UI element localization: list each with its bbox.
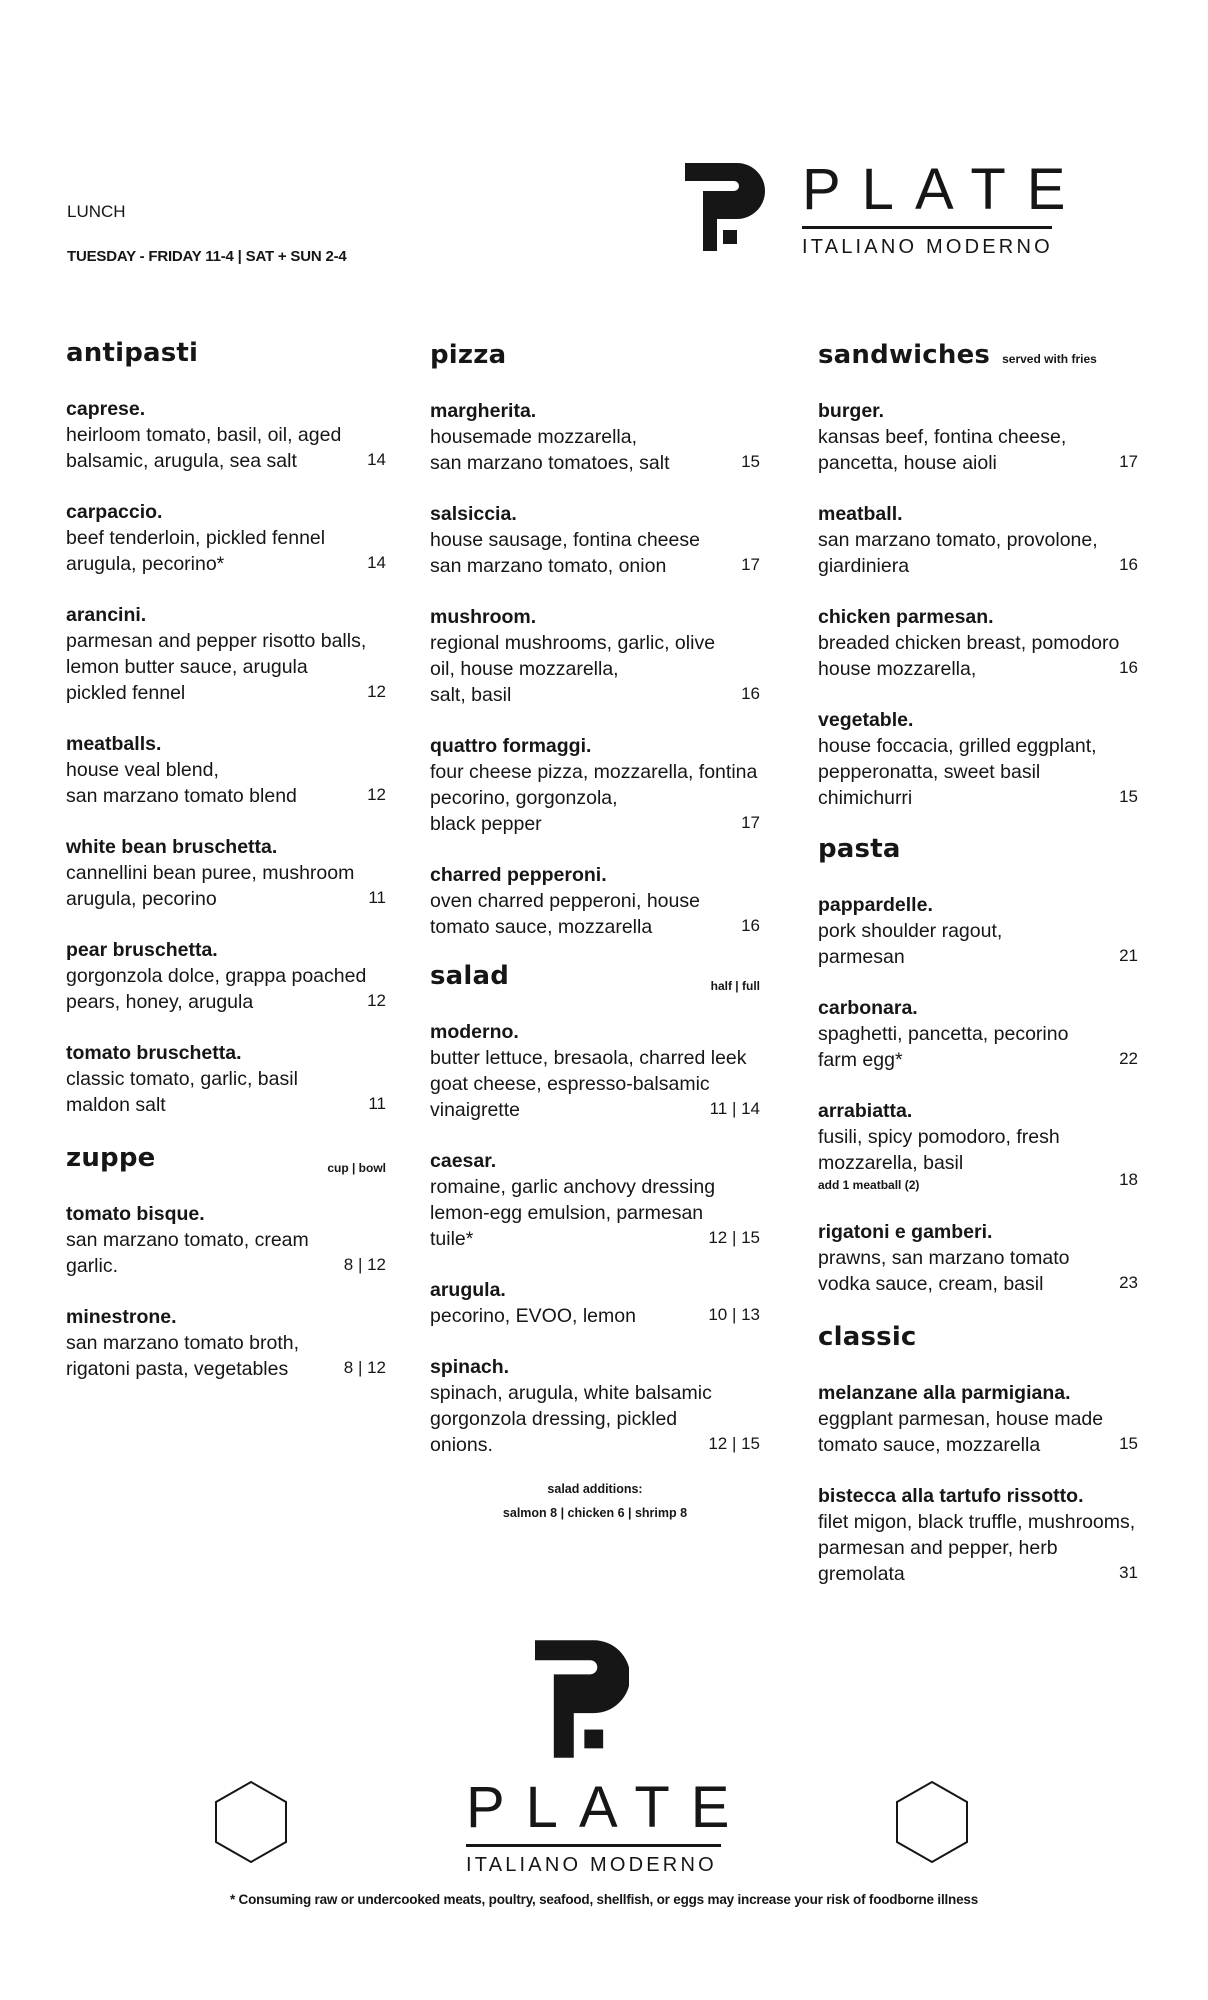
menu-item — [430, 1019, 760, 1123]
description-line: mozzarella, basil — [818, 1152, 964, 1174]
section-title: antipasti — [66, 338, 199, 368]
menu-item — [66, 499, 386, 577]
additions-list: salmon 8 | chicken 6 | shrimp 8 — [502, 1506, 688, 1520]
description-line: arugula, pecorino — [66, 888, 217, 910]
item-description — [66, 1066, 386, 1118]
hexagon-icon — [214, 1780, 288, 1864]
description-line: housemade mozzarella, — [430, 426, 638, 448]
plate-logo-icon — [535, 1640, 629, 1758]
description-line: pecorino, gorgonzola, — [430, 787, 618, 809]
item-description — [66, 1227, 386, 1279]
item-name: chicken parmesan. — [818, 606, 994, 628]
menu-item — [430, 1148, 760, 1252]
column-middle — [430, 340, 760, 1525]
description-line: black pepper — [430, 813, 542, 835]
description-line: farm egg* — [818, 1049, 903, 1071]
section-sandwiches — [818, 398, 1138, 811]
description-line: romaine, garlic anchovy dressing — [430, 1176, 716, 1198]
item-name: caprese. — [66, 398, 146, 420]
item-name: margherita. — [430, 400, 537, 422]
item-name: white bean bruschetta. — [66, 836, 278, 858]
item-price: 12 — [367, 682, 386, 701]
description-line: regional mushrooms, garlic, olive — [430, 632, 716, 654]
item-price: 8 | 12 — [343, 1358, 386, 1377]
description-line: filet migon, black truffle, mushrooms, — [818, 1511, 1136, 1533]
brand-tagline: ITALIANO MODERNO — [802, 236, 1053, 258]
item-description — [430, 424, 760, 476]
description-line: parmesan — [818, 946, 905, 968]
item-description — [818, 918, 1138, 970]
description-line: pancetta, house aioli — [818, 452, 997, 474]
description-line: beef tenderloin, pickled fennel — [66, 527, 326, 549]
menu-item — [818, 501, 1138, 579]
brand-divider — [466, 1844, 721, 1847]
description-line: gorgonzola dressing, pickled — [430, 1408, 678, 1430]
item-price: 15 — [1119, 1434, 1138, 1453]
description-line: san marzano tomato broth, — [66, 1332, 300, 1354]
menu-item — [818, 604, 1138, 682]
description-line: pears, honey, arugula — [66, 991, 254, 1013]
menu-item — [818, 1483, 1138, 1587]
item-name: carpaccio. — [66, 501, 163, 523]
item-name: melanzane alla parmigiana. — [818, 1382, 1071, 1404]
item-name: meatballs. — [66, 733, 162, 755]
section-title: pasta — [818, 834, 901, 864]
description-line: maldon salt — [66, 1094, 166, 1116]
description-line: house sausage, fontina cheese — [430, 529, 700, 551]
description-line: pecorino, EVOO, lemon — [430, 1305, 636, 1327]
item-price: 15 — [741, 452, 760, 471]
menu-item — [818, 1219, 1138, 1297]
section-salad-header — [430, 961, 760, 997]
hours-text: TUESDAY - FRIDAY 11-4 | SAT + SUN 2-4 — [67, 248, 347, 265]
item-description — [818, 1021, 1138, 1073]
item-name: pear bruschetta. — [66, 939, 218, 961]
menu-item — [66, 602, 386, 706]
item-price: 12 | 15 — [708, 1228, 760, 1247]
section-salad — [430, 1019, 760, 1458]
column-left — [66, 338, 386, 1407]
description-line: balsamic, arugula, sea salt — [66, 450, 297, 472]
item-price: 31 — [1119, 1563, 1138, 1582]
menu-item — [66, 937, 386, 1015]
item-price: 12 | 15 — [708, 1434, 760, 1453]
item-description — [66, 628, 386, 706]
item-description — [818, 1124, 1138, 1194]
description-line: pepperonatta, sweet basil — [818, 761, 1041, 783]
description-line: fusili, spicy pomodoro, fresh — [818, 1126, 1060, 1148]
item-description — [818, 630, 1138, 682]
item-name: arugula. — [430, 1279, 506, 1301]
item-name: mushroom. — [430, 606, 537, 628]
description-line: goat cheese, espresso-balsamic — [430, 1073, 710, 1095]
item-name: charred pepperoni. — [430, 864, 607, 886]
description-line: classic tomato, garlic, basil — [66, 1068, 298, 1090]
item-description — [66, 860, 386, 912]
meal-label: LUNCH — [67, 202, 126, 221]
item-price: 17 — [741, 813, 760, 832]
item-description — [430, 527, 760, 579]
section-title: sandwiches — [818, 340, 991, 370]
item-price: 12 — [367, 785, 386, 804]
item-price: 12 — [367, 991, 386, 1010]
item-price: 16 — [741, 684, 760, 703]
description-line: house foccacia, grilled eggplant, — [818, 735, 1097, 757]
item-name: arancini. — [66, 604, 147, 626]
brand-divider — [802, 226, 1052, 229]
description-line: prawns, san marzano tomato — [818, 1247, 1070, 1269]
brand-name: PLATE — [802, 157, 1087, 222]
item-price: 17 — [741, 555, 760, 574]
section-pasta-header — [818, 834, 1138, 870]
description-line: san marzano tomato, provolone, — [818, 529, 1098, 551]
item-name: tomato bruschetta. — [66, 1042, 242, 1064]
item-price: 17 — [1119, 452, 1138, 471]
item-name: quattro formaggi. — [430, 735, 592, 757]
item-price: 23 — [1119, 1273, 1138, 1292]
description-line: tomato sauce, mozzarella — [430, 916, 653, 938]
description-line: chimichurri — [818, 787, 913, 809]
section-title: salad — [430, 961, 510, 991]
menu-item — [818, 398, 1138, 476]
menu-item — [66, 1304, 386, 1382]
menu-item — [818, 707, 1138, 811]
item-description — [66, 525, 386, 577]
item-addon: add 1 meatball (2) — [818, 1178, 920, 1192]
brand-name: PLATE — [466, 1775, 751, 1840]
item-description — [818, 1406, 1138, 1458]
item-name: bistecca alla tartufo rissotto. — [818, 1485, 1084, 1507]
description-line: san marzano tomato blend — [66, 785, 297, 807]
section-zuppe-header — [66, 1143, 386, 1179]
item-name: caesar. — [430, 1150, 497, 1172]
section-sandwiches-header — [818, 340, 1138, 376]
item-description — [818, 1509, 1138, 1587]
item-name: meatball. — [818, 503, 903, 525]
brand-footer — [466, 1775, 751, 1877]
item-price: 14 — [367, 553, 386, 572]
item-price: 10 | 13 — [708, 1305, 760, 1324]
size-note: cup | bowl — [327, 1161, 386, 1175]
section-pizza-header — [430, 340, 760, 376]
description-line: oil, house mozzarella, — [430, 658, 619, 680]
description-line: lemon butter sauce, arugula — [66, 656, 308, 678]
description-line: kansas beef, fontina cheese, — [818, 426, 1067, 448]
item-description — [430, 888, 760, 940]
menu-item — [818, 1380, 1138, 1458]
item-name: moderno. — [430, 1021, 519, 1043]
item-price: 21 — [1119, 946, 1138, 965]
item-price: 16 — [1119, 555, 1138, 574]
item-price: 16 — [741, 916, 760, 935]
menu-item — [430, 1354, 760, 1458]
item-description — [818, 527, 1138, 579]
description-line: rigatoni pasta, vegetables — [66, 1358, 289, 1380]
menu-item — [66, 1040, 386, 1118]
description-line: san marzano tomatoes, salt — [430, 452, 670, 474]
item-description — [66, 1330, 386, 1382]
description-line: spaghetti, pancetta, pecorino — [818, 1023, 1069, 1045]
menu-item — [66, 1201, 386, 1279]
description-line: parmesan and pepper risotto balls, — [66, 630, 367, 652]
column-right — [818, 340, 1138, 1612]
item-price: 8 | 12 — [343, 1255, 386, 1274]
menu-item — [818, 995, 1138, 1073]
item-price: 16 — [1119, 658, 1138, 677]
description-line: house veal blend, — [66, 759, 219, 781]
description-line: oven charred pepperoni, house — [430, 890, 700, 912]
item-name: vegetable. — [818, 709, 914, 731]
section-title: classic — [818, 1322, 917, 1352]
item-description — [818, 733, 1138, 811]
description-line: arugula, pecorino* — [66, 553, 225, 575]
section-classic-header — [818, 1322, 1138, 1358]
item-description — [818, 1245, 1138, 1297]
description-line: breaded chicken breast, pomodoro — [818, 632, 1120, 654]
section-pasta — [818, 892, 1138, 1297]
item-description — [430, 759, 760, 837]
item-description — [66, 757, 386, 809]
description-line: lemon-egg emulsion, parmesan — [430, 1202, 704, 1224]
description-line: vinaigrette — [430, 1099, 520, 1121]
menu-item — [818, 892, 1138, 970]
section-title: pizza — [430, 340, 507, 370]
menu-item — [66, 731, 386, 809]
item-name: burger. — [818, 400, 885, 422]
menu-item — [430, 398, 760, 476]
section-pizza — [430, 398, 760, 940]
menu-item — [430, 733, 760, 837]
description-line: garlic. — [66, 1255, 119, 1277]
size-note: half | full — [710, 979, 760, 993]
item-description — [430, 630, 760, 708]
description-line: eggplant parmesan, house made — [818, 1408, 1104, 1430]
item-name: arrabiatta. — [818, 1100, 913, 1122]
additions-title: salad additions: — [547, 1482, 643, 1496]
menu-item — [430, 604, 760, 708]
item-price: 14 — [367, 450, 386, 469]
item-price: 11 — [368, 888, 386, 907]
description-line: vodka sauce, cream, basil — [818, 1273, 1044, 1295]
description-line: tomato sauce, mozzarella — [818, 1434, 1041, 1456]
item-name: rigatoni e gamberi. — [818, 1221, 993, 1243]
description-line: heirloom tomato, basil, oil, aged — [66, 424, 342, 446]
item-description — [66, 963, 386, 1015]
health-disclaimer: * Consuming raw or undercooked meats, poultry, seafood, shellfish, or eggs may increase your risk of foodborne illness — [229, 1892, 979, 1907]
item-price: 18 — [1119, 1170, 1138, 1189]
menu-item — [66, 834, 386, 912]
description-line: butter lettuce, bresaola, charred leek — [430, 1047, 747, 1069]
section-antipasti-header — [66, 338, 386, 374]
hexagon-icon — [895, 1780, 969, 1864]
menu-item — [430, 501, 760, 579]
description-line: pork shoulder ragout, — [818, 920, 1003, 942]
description-line: tuile* — [430, 1228, 474, 1250]
item-name: tomato bisque. — [66, 1203, 205, 1225]
item-name: pappardelle. — [818, 894, 933, 916]
description-line: san marzano tomato, onion — [430, 555, 667, 577]
brand-tagline: ITALIANO MODERNO — [466, 1854, 717, 1876]
item-description — [818, 424, 1138, 476]
description-line: four cheese pizza, mozzarella, fontina — [430, 761, 758, 783]
section-title: zuppe — [66, 1143, 156, 1173]
item-price: 15 — [1119, 787, 1138, 806]
section-antipasti — [66, 396, 386, 1118]
menu-item — [430, 1277, 760, 1329]
item-name: spinach. — [430, 1356, 510, 1378]
menu-item — [66, 396, 386, 474]
item-price: 11 | 14 — [709, 1099, 760, 1118]
description-line: house mozzarella, — [818, 658, 977, 680]
description-line: parmesan and pepper, herb — [818, 1537, 1058, 1559]
section-classic — [818, 1380, 1138, 1587]
section-zuppe — [66, 1201, 386, 1382]
item-name: salsiccia. — [430, 503, 517, 525]
item-name: minestrone. — [66, 1306, 177, 1328]
description-line: onions. — [430, 1434, 493, 1456]
sides-note: served with fries — [1002, 351, 1097, 366]
description-line: spinach, arugula, white balsamic — [430, 1382, 712, 1404]
description-line: gorgonzola dolce, grappa poached — [66, 965, 367, 987]
salad-additions — [430, 1477, 760, 1525]
description-line: gremolata — [818, 1563, 905, 1585]
item-description — [66, 422, 386, 474]
item-price: 11 — [368, 1094, 386, 1113]
description-line: giardiniera — [818, 555, 910, 577]
plate-logo-icon — [685, 163, 765, 251]
item-price: 22 — [1119, 1049, 1138, 1068]
description-line: salt, basil — [430, 684, 512, 706]
description-line: cannellini bean puree, mushroom — [66, 862, 355, 884]
brand-header — [802, 157, 1087, 259]
menu-item — [818, 1098, 1138, 1194]
menu-item — [430, 862, 760, 940]
item-name: carbonara. — [818, 997, 918, 1019]
description-line: pickled fennel — [66, 682, 186, 704]
description-line: san marzano tomato, cream — [66, 1229, 309, 1251]
